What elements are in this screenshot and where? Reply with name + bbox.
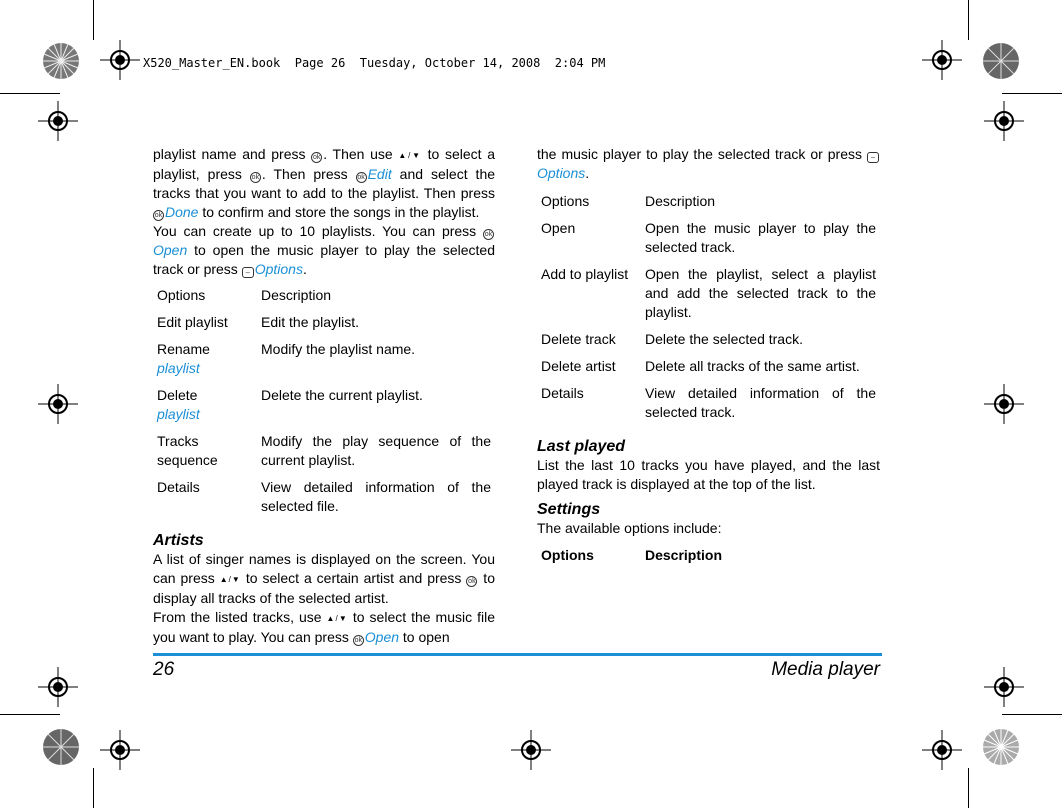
option-cell: Open <box>541 220 576 236</box>
description-cell: View detailed information of the selected file. <box>261 479 491 514</box>
done-label: Done <box>165 204 199 220</box>
table-header-row <box>537 544 880 571</box>
description-cell: Open the music player to play the selected track. <box>645 220 876 255</box>
option-cell: Add to playlist <box>541 266 629 282</box>
up-down-nav-icon: ▲/▼ <box>398 151 422 160</box>
crosshair-mark-icon <box>100 730 140 770</box>
table-header-row <box>153 284 495 311</box>
description-cell: Modify the playlist name. <box>261 341 416 357</box>
option-cell: Tracks sequence <box>157 433 218 468</box>
ok-key-icon: ok <box>354 637 362 644</box>
edit-label: Edit <box>367 166 392 182</box>
trim-line <box>93 0 94 40</box>
crosshair-mark-icon <box>984 384 1024 424</box>
trim-line <box>968 768 969 808</box>
trim-line <box>1002 714 1062 715</box>
ok-key-icon: ok <box>357 174 365 181</box>
page-number: 26 <box>153 659 175 680</box>
crosshair-mark-icon <box>922 40 962 80</box>
table-row <box>537 263 880 328</box>
table-header: Description <box>261 287 332 303</box>
table-header: Options <box>541 193 590 209</box>
crosshair-mark-icon <box>38 667 78 707</box>
table-header: Options <box>541 547 594 563</box>
soft-key-icon: – <box>242 267 254 278</box>
crosshair-mark-icon <box>511 730 551 770</box>
artists-paragraph: A list of singer names is displayed on the screen. You can press ▲/▼ to select a certain artist and press ok to display all tracks of the selected artist. <box>153 551 495 606</box>
crosshair-mark-icon <box>38 384 78 424</box>
table-row <box>537 217 880 263</box>
left-column <box>153 145 495 647</box>
crosshair-mark-icon <box>984 667 1024 707</box>
open-label: Open <box>364 629 400 645</box>
print-slug: X520_Master_EN.book Page 26 Tuesday, October 14, 2008 2:04 PM <box>143 56 606 70</box>
option-cell: Details <box>541 385 584 401</box>
trim-line <box>968 0 969 40</box>
artist-options-table <box>537 190 880 428</box>
table-row <box>153 338 495 384</box>
color-target-icon <box>982 42 1020 80</box>
table-row <box>153 311 495 338</box>
table-header: Description <box>645 547 723 563</box>
table-row <box>153 384 495 430</box>
color-target-icon <box>42 728 80 766</box>
chapter-title: Media player <box>771 659 880 680</box>
options-label: Options <box>254 261 303 277</box>
table-header-row <box>537 190 880 217</box>
settings-paragraph: The available options include: <box>537 520 722 536</box>
option-cell-italic: playlist <box>157 406 200 422</box>
trim-line <box>0 714 60 715</box>
description-cell: Open the playlist, select a playlist and add the selected track to the playlist. <box>645 266 876 320</box>
continued-paragraph: the music player to play the selected track or press –Options. <box>537 145 880 183</box>
crosshair-mark-icon <box>984 101 1024 141</box>
description-cell: Delete the current playlist. <box>261 387 423 403</box>
color-target-icon <box>982 728 1020 766</box>
options-label: Options <box>537 165 586 181</box>
crosshair-mark-icon <box>38 101 78 141</box>
table-row <box>153 476 495 522</box>
last-played-heading: Last played <box>537 438 626 455</box>
option-cell: Delete <box>157 387 198 403</box>
table-header: Description <box>645 193 716 209</box>
crosshair-mark-icon <box>100 40 140 80</box>
ok-key-icon: ok <box>468 578 476 585</box>
description-cell: Delete all tracks of the same artist. <box>645 358 860 374</box>
trim-line <box>1002 93 1062 94</box>
description-cell: Edit the playlist. <box>261 314 360 330</box>
description-cell: View detailed information of the selected track. <box>645 385 876 420</box>
right-column <box>537 145 880 571</box>
up-down-nav-icon: ▲/▼ <box>219 575 241 584</box>
description-cell: Modify the play sequence of the current playlist. <box>261 433 491 468</box>
table-row <box>537 382 880 428</box>
ok-key-icon: ok <box>154 212 163 219</box>
playlist-paragraph: playlist name and press ok . Then use ▲/▼ to select a playlist, press ok . Then press ok Edit and select the tracks that you want to add to the playlist. Then press ok Done to confirm and store the songs in the playlist. <box>153 146 496 220</box>
playlist-options-table <box>153 284 495 522</box>
settings-options-table <box>537 544 880 571</box>
ok-key-icon: ok <box>484 231 493 238</box>
ok-key-icon: ok <box>251 174 260 181</box>
settings-heading: Settings <box>537 501 601 518</box>
open-label: Open <box>153 242 188 258</box>
option-cell-italic: playlist <box>157 360 200 376</box>
option-cell: Delete artist <box>541 358 616 374</box>
color-target-icon <box>42 42 80 80</box>
soft-key-icon: – <box>867 152 879 163</box>
tracks-paragraph: From the listed tracks, use ▲/▼ to select the music file you want to play. You can press ok Open to open <box>153 609 496 645</box>
artists-heading: Artists <box>153 532 204 549</box>
table-row <box>537 355 880 382</box>
footer-rule <box>153 653 882 656</box>
option-cell: Rename <box>157 341 210 357</box>
table-header: Options <box>157 287 206 303</box>
ok-key-icon: ok <box>312 154 321 161</box>
last-played-paragraph: List the last 10 tracks you have played, and the last played track is displayed at the top of the list. <box>537 457 880 492</box>
playlist-limit-paragraph: You can create up to 10 playlists. You can press okOpen to open the music player to play the selected track or press – Options. <box>153 223 495 277</box>
table-row <box>537 328 880 355</box>
crosshair-mark-icon <box>922 730 962 770</box>
option-cell: Delete track <box>541 331 616 347</box>
description-cell: Delete the selected track. <box>645 331 803 347</box>
trim-line <box>93 768 94 808</box>
option-cell: Edit playlist <box>157 314 228 330</box>
option-cell: Details <box>157 479 200 495</box>
trim-line <box>0 93 60 94</box>
up-down-nav-icon: ▲/▼ <box>326 614 348 623</box>
table-row <box>153 430 495 476</box>
